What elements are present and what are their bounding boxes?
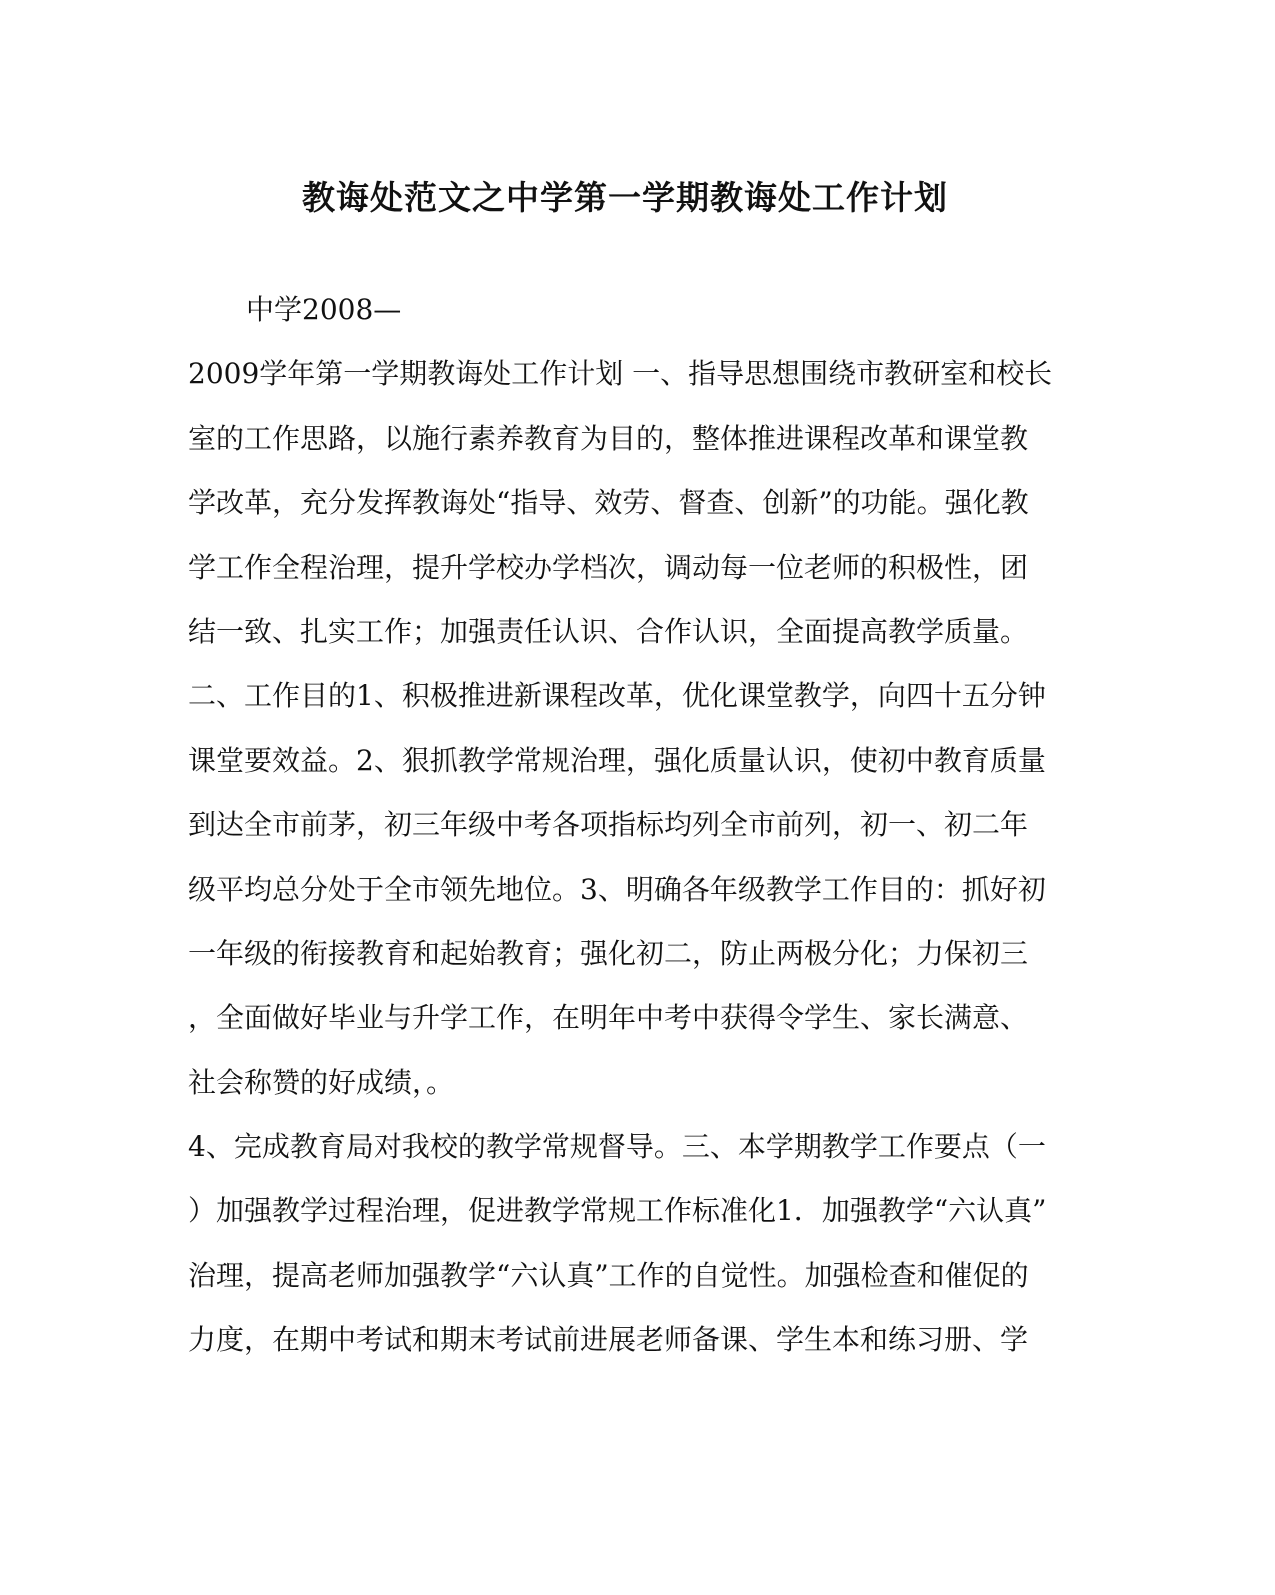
- text-line: 力度，在期中考试和期末考试前进展老师备课、学生本和练习册、学: [188, 1323, 1029, 1357]
- text-line: ，全面做好毕业与升学工作，在明年中考中获得令学生、家长满意、: [188, 1001, 1029, 1035]
- text-line: 中学2008—: [246, 293, 402, 326]
- text-line: 到达全市前茅，初三年级中考各项指标均列全市前列，初一、初二年: [188, 808, 1029, 842]
- text-line: 治理，提高老师加强教学“六认真”工作的自觉性。加强检查和催促的: [188, 1258, 1029, 1292]
- document-body: [188, 278, 1068, 1373]
- text-line: ）加强教学过程治理，促进教学常规工作标准化1．加强教学“六认真”: [188, 1194, 1047, 1228]
- text-line: 学工作全程治理，提升学校办学档次，调动每一位老师的积极性，团: [188, 550, 1029, 584]
- text-line: 学改革，充分发挥教诲处“指导、效劳、督查、创新”的功能。强化教: [188, 486, 1029, 520]
- text-line: 4、完成教育局对我校的教学常规督导。三、本学期教学工作要点（一: [188, 1130, 1046, 1164]
- text-line: 结一致、扎实工作；加强责任认识、合作认识，全面提高教学质量。: [188, 614, 1029, 648]
- text-line: 课堂要效益。2、狠抓教学常规治理，强化质量认识，使初中教育质量: [188, 743, 1046, 777]
- text-line: 级平均总分处于全市领先地位。3、明确各年级教学工作目的：抓好初: [188, 872, 1046, 906]
- document-title: 教诲处范文之中学第一学期教诲处工作计划: [302, 178, 948, 217]
- text-line: 二、工作目的1、积极推进新课程改革，优化课堂教学，向四十五分钟: [188, 679, 1046, 713]
- text-line: 2009学年第一学期教诲处工作计划 一、指导思想围绕市教研室和校长: [188, 357, 1053, 391]
- text-line: 社会称赞的好成绩，。: [188, 1065, 455, 1099]
- text-line: 室的工作思路，以施行素养教育为目的，整体推进课程改革和课堂教: [188, 421, 1029, 455]
- text-line: 一年级的衔接教育和起始教育；强化初二，防止两极分化；力保初三: [188, 936, 1029, 970]
